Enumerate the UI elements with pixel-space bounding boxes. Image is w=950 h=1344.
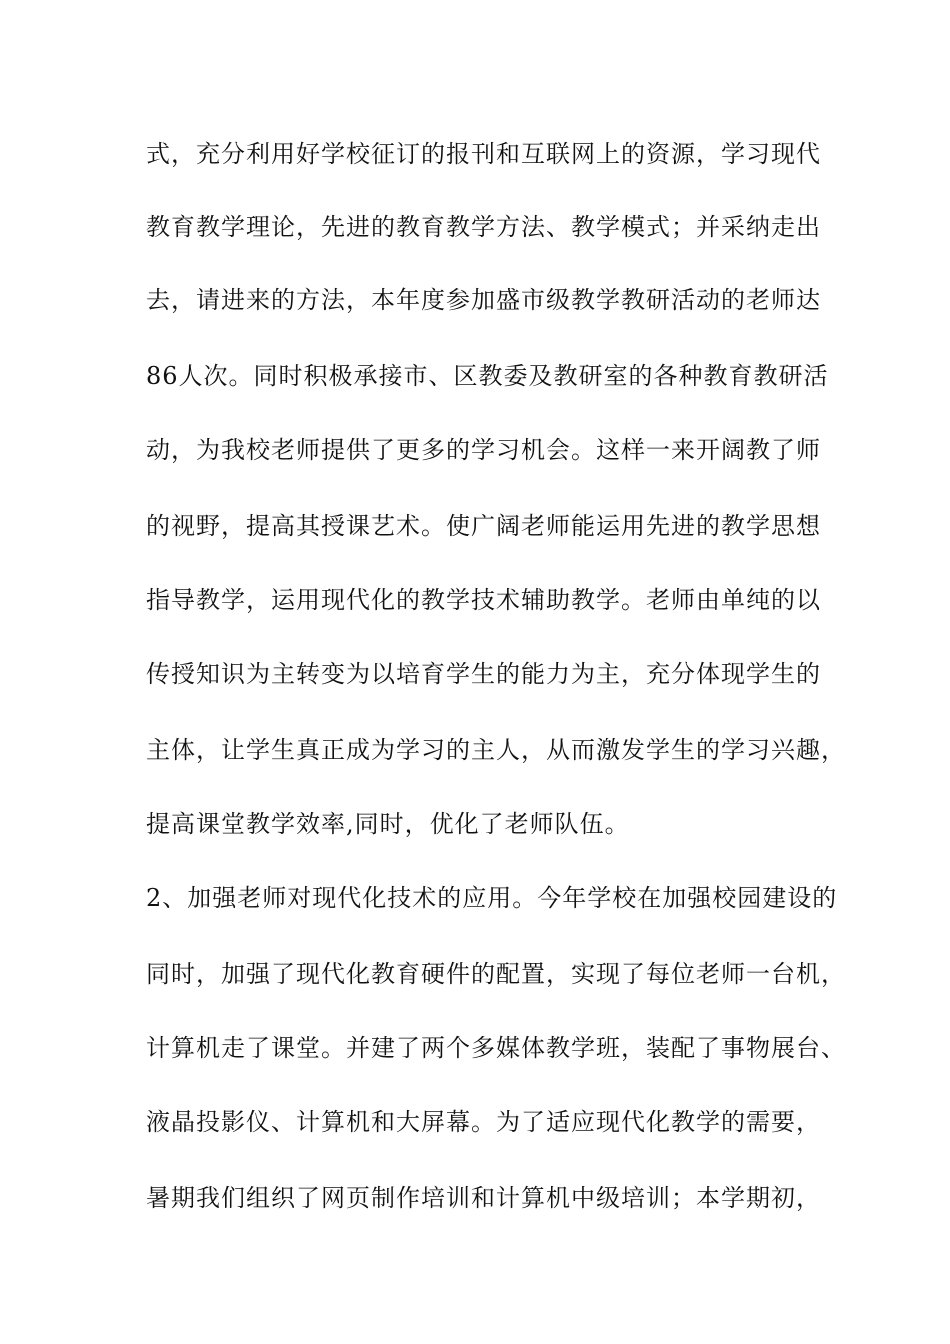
paragraph-line: 86人次。同时积极承接市、区教委及教研室的各种教育教研活 xyxy=(146,362,829,390)
paragraph-line: 教育教学理论，先进的教育教学方法、教学模式；并采纳走出 xyxy=(146,213,821,241)
paragraph-line: 传授知识为主转变为以培育学生的能力为主，充分体现学生的 xyxy=(146,660,821,688)
paragraph-line: 提高课堂教学效率,同时，优化了老师队伍。 xyxy=(146,810,630,838)
paragraph-line: 同时，加强了现代化教育硬件的配置，实现了每位老师一台机， xyxy=(146,960,846,988)
paragraph-line: 动，为我校老师提供了更多的学习机会。这样一来开阔教了师 xyxy=(146,436,821,464)
paragraph-line: 暑期我们组织了网页制作培训和计算机中级培训；本学期初， xyxy=(146,1184,821,1212)
paragraph-line: 液晶投影仪、计算机和大屏幕。为了适应现代化教学的需要， xyxy=(146,1108,821,1136)
paragraph-line: 去，请进来的方法，本年度参加盛市级教学教研活动的老师达 xyxy=(146,286,821,314)
paragraph-line: 主体，让学生真正成为学习的主人，从而激发学生的学习兴趣， xyxy=(146,736,846,764)
paragraph-line: 计算机走了课堂。并建了两个多媒体教学班，装配了事物展台、 xyxy=(146,1034,846,1062)
paragraph-line: 2、加强老师对现代化技术的应用。今年学校在加强校园建设的 xyxy=(146,884,838,912)
paragraph-line: 式，充分利用好学校征订的报刊和互联网上的资源，学习现代 xyxy=(146,140,821,168)
paragraph-line: 的视野，提高其授课艺术。使广阔老师能运用先进的教学思想 xyxy=(146,512,821,540)
paragraph-line: 指导教学，运用现代化的教学技术辅助教学。老师由单纯的以 xyxy=(146,586,821,614)
